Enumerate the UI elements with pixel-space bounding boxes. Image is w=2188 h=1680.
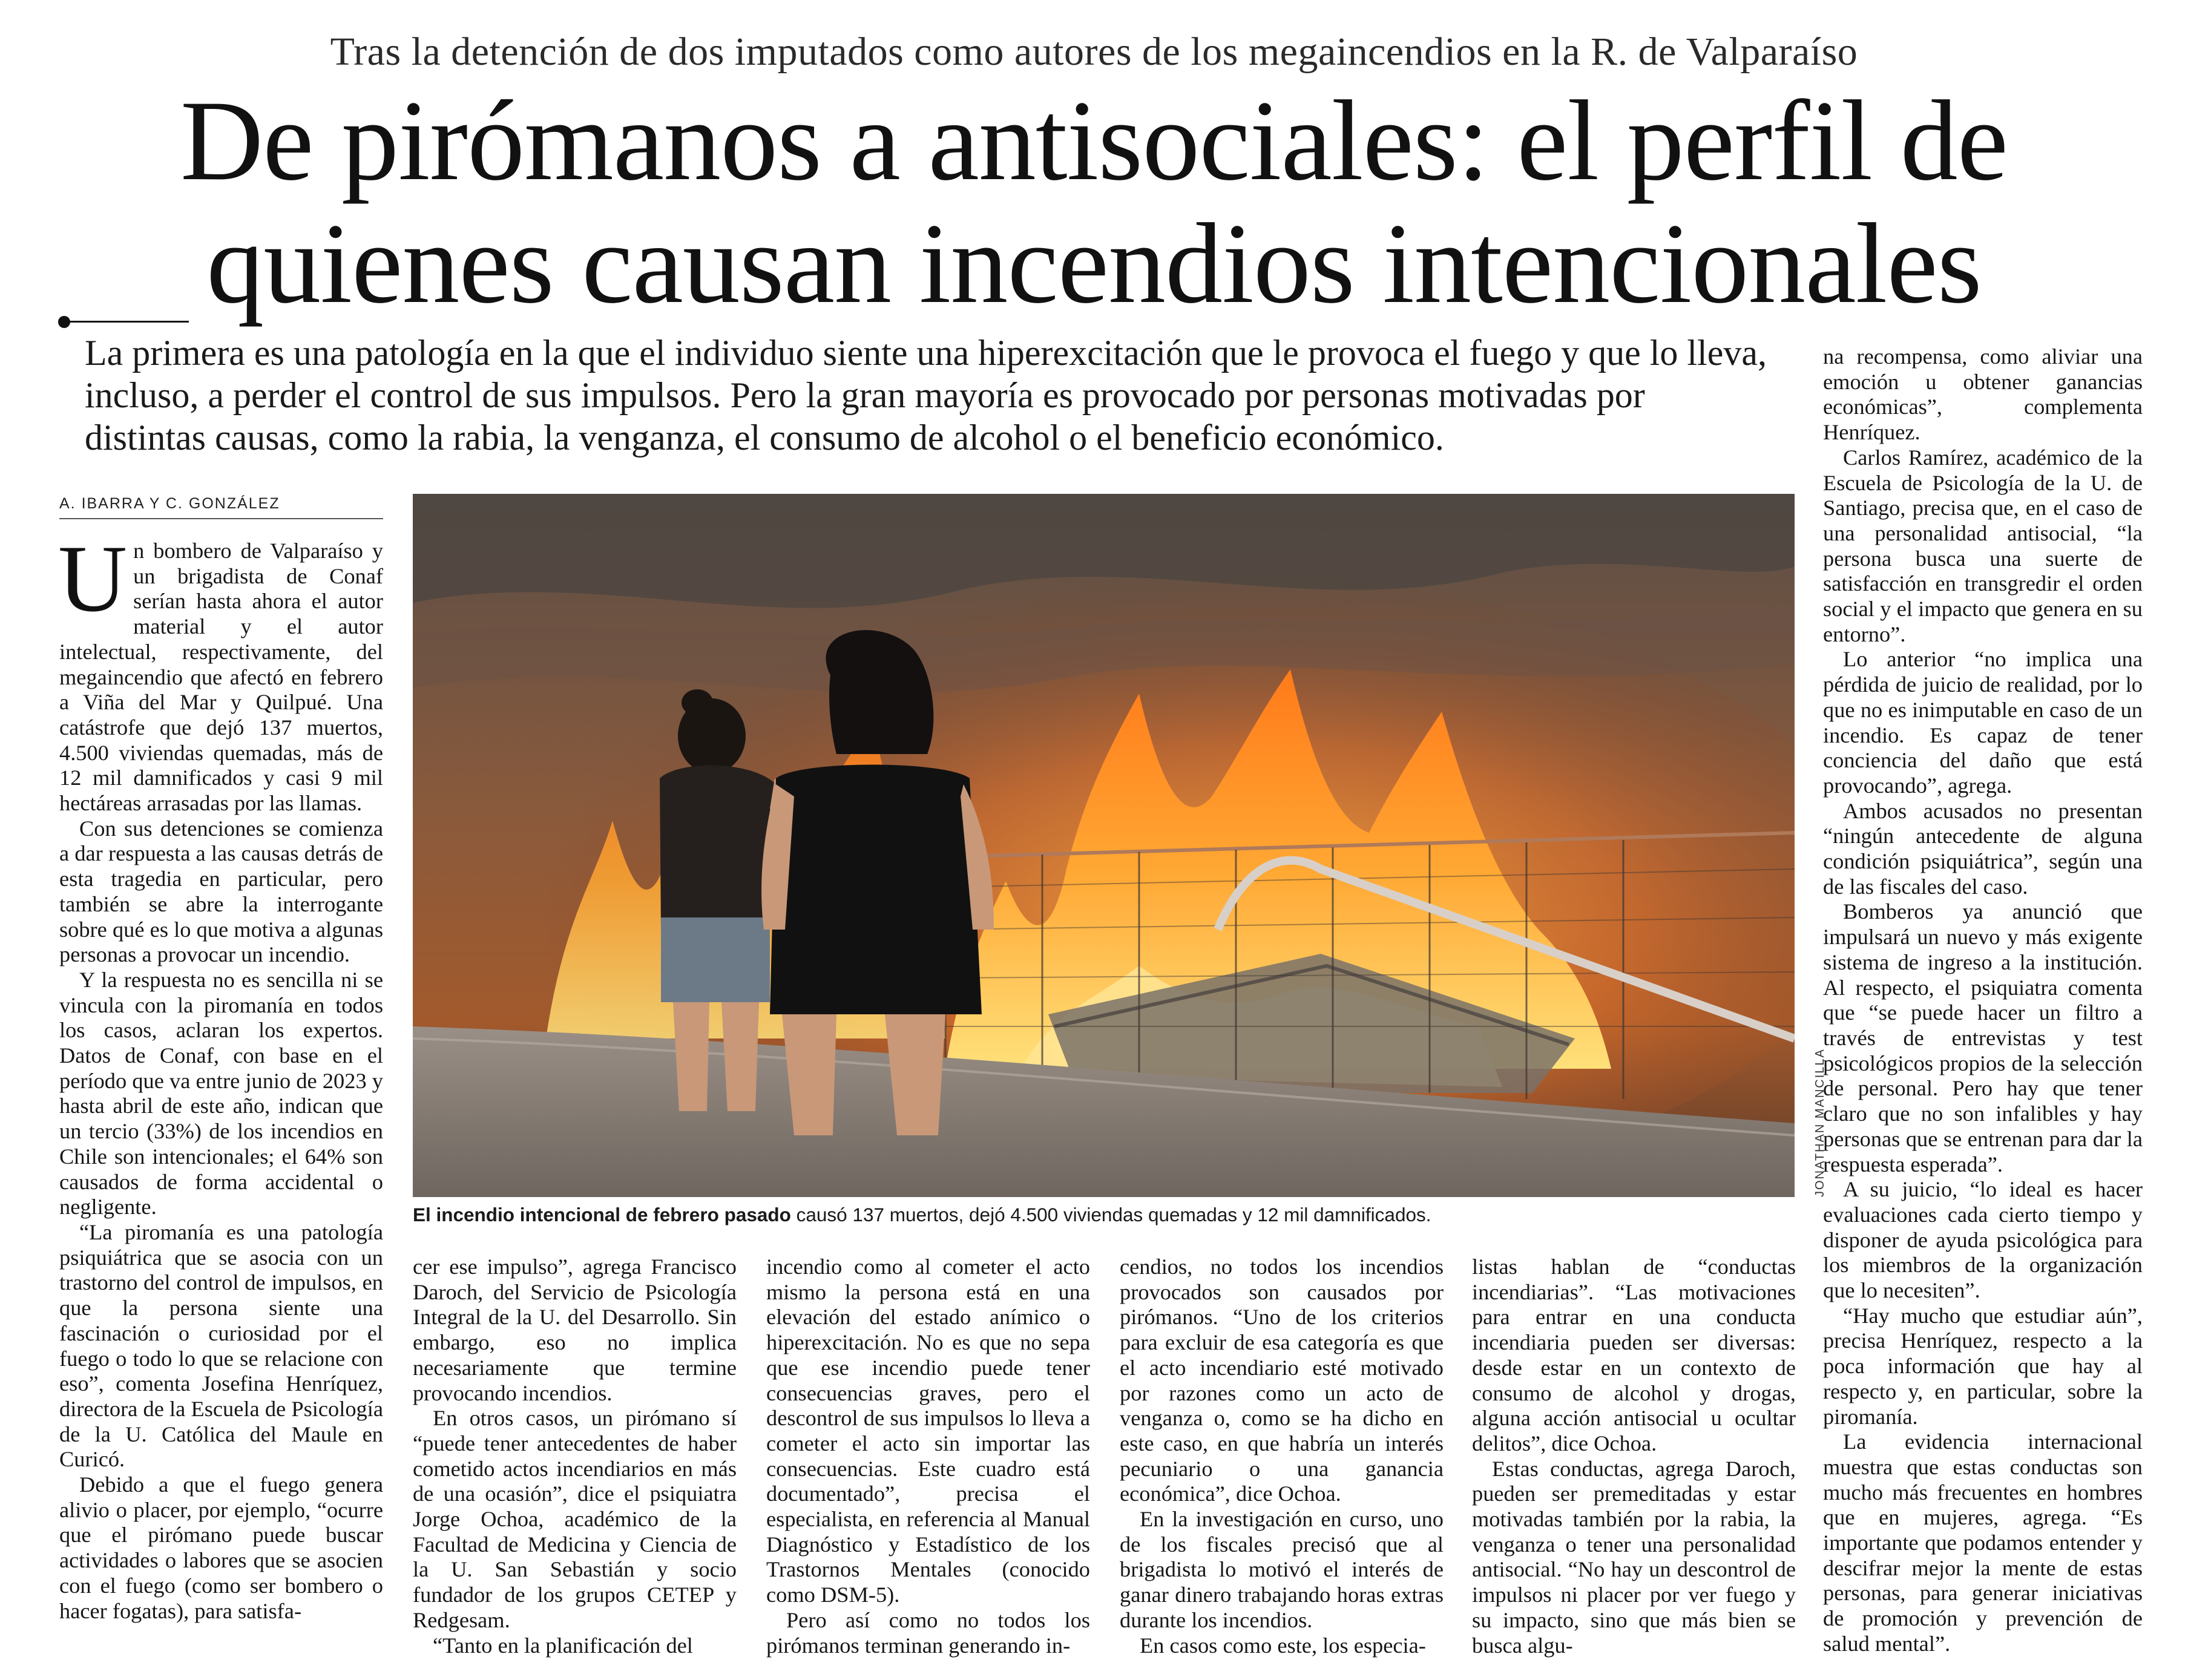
paragraph: “La piromanía es una patología psiquiátrica que se asocia con un trastorno del control de impulsos, en que la persona siente una fascinación o curiosidad por el fuego o todo lo que se relacione con eso”, comenta Josefina Henríquez, directora de la Escuela de Psicología de la U. Católica del Maule en Curicó.	[59, 1219, 383, 1472]
section-rule	[68, 321, 189, 323]
paragraph: listas hablan de “conductas incendiarias”. “Las motivaciones para entrar en una conducta incendiaria pueden ser diversas: desde estar en un contexto de consumo de alcohol y drogas, alguna acción antisocial u ocultar delitos”, dice Ochoa.	[1472, 1255, 1796, 1455]
lead-paragraph: La primera es una patología en la que el individuo siente una hiperexcitación que le provoca el fuego y que lo lleva, incluso, a perder el control de sus impulsos. Pero la gran mayoría es provocado por personas motivadas por distintas causas, como la rabia, la venganza, el consumo de alcohol o el beneficio económico.	[85, 333, 1767, 458]
caption-bold: El incendio intencional de febrero pasado	[413, 1204, 791, 1226]
headline-line-1: De pirómanos a antisociales: el perfil de	[180, 77, 2008, 205]
paragraph: “Tanto en la planificación del	[433, 1633, 693, 1658]
paragraph: En otros casos, un pirómano sí “puede tener antecedentes de haber cometido actos incendiarios en más de una ocasión”, dice el psiquiatra Jorge Ochoa, académico de la Facultad de Medicina y Ciencia de la U. San Sebastián y socio fundador de los grupos CETEP y Redgesam.	[413, 1406, 737, 1632]
kicker: Tras la detención de dos imputados como autores de los megaincendios en la R. de Valparaíso	[330, 30, 1858, 74]
paragraph: cer ese impulso”, agrega Francisco Daroch, del Servicio de Psicología Integral de la U. del Desarrollo. Sin embargo, eso no implica necesariamente que termine provocando incendios.	[413, 1255, 737, 1405]
paragraph: Debido a que el fuego genera alivio o placer, por ejemplo, “ocurre que el pirómano puede buscar actividades o labores que se asocien con el fuego (como ser bombero o hacer fogatas), para satisfa-	[59, 1472, 383, 1623]
photo-credit: JONATHAN MANCILLA	[1813, 1048, 1827, 1197]
paragraph	[58, 526, 383, 816]
drop-cap: U	[58, 526, 128, 632]
photo-caption	[413, 1203, 1799, 1227]
paragraph: “Hay mucho que estudiar aún”, precisa Henríquez, respecto a la poca información que hay al respecto y, en particular, sobre la piromanía.	[1823, 1303, 2143, 1429]
fire-photo	[413, 494, 1795, 1197]
paragraph: Y la respuesta no es sencilla ni se vincula con la piromanía en todos los casos, aclaran los expertos. Datos de Conaf, con base en el período que va entre junio de 2023 y hasta abril de este año, indican que un tercio (33%) de los incendios en Chile son intencionales; el 64% son causados de forma accidental o negligente.	[59, 967, 383, 1219]
paragraph: En casos como este, los especia-	[1140, 1633, 1426, 1658]
paragraph: En la investigación en curso, uno de los fiscales precisó que al brigadista lo motivó el interés de ganar dinero trabajando horas extras durante los incendios.	[1120, 1507, 1444, 1632]
byline: A. IBARRA Y C. GONZÁLEZ	[59, 495, 280, 512]
article-column-6	[1823, 344, 2143, 1657]
headline-line-2: quienes causan incendios intencionales	[206, 200, 1982, 327]
paragraph: Con sus detenciones se comienza a dar respuesta a las causas detrás de esta tragedia en particular, pero también se abre la interrogante sobre qué es lo que motiva a algunas personas a provocar un incendio.	[59, 816, 383, 967]
article-column-2	[413, 1255, 737, 1658]
fire-photo-illustration	[413, 494, 1795, 1197]
paragraph: na recompensa, como aliviar una emoción u obtener ganancias económicas”, complementa Henríquez.	[1823, 344, 2143, 445]
paragraph: Ambos acusados no presentan “ningún antecedente de alguna condición psiquiátrica”, según una de las fiscales del caso.	[1823, 798, 2143, 899]
paragraph: Lo anterior “no implica una pérdida de juicio de realidad, por lo que no es inimputable en caso de un incendio. Es capaz de tener conciencia del daño que está provocando”, agrega.	[1823, 647, 2143, 798]
paragraph: Pero así como no todos los pirómanos terminan generando in-	[766, 1607, 1090, 1658]
paragraph: La evidencia internacional muestra que estas conductas son mucho más frecuentes en hombres que en mujeres, agrega. “Es importante que podamos entender y descifrar mejor la mente de estas personas, para generar iniciativas de promoción y prevención de salud mental”.	[1823, 1429, 2143, 1656]
paragraph: Carlos Ramírez, académico de la Escuela de Psicología de la U. de Santiago, precisa que, en el caso de una personalidad antisocial, “la persona busca una suerte de satisfacción en transgredir el orden social y el impacto que genera en su entorno”.	[1823, 445, 2143, 646]
caption-text: causó 137 muertos, dejó 4.500 viviendas quemadas y 12 mil damnificados.	[790, 1204, 1431, 1226]
article-column-5	[1472, 1255, 1796, 1658]
byline-rule	[59, 518, 383, 519]
article-column-1	[58, 526, 383, 1624]
paragraph-text: n bombero de Valparaíso y un brigadista de Conaf serían hasta ahora el autor material y el autor intelectual, respectivamente, del megaincendio que afectó en febrero a Viña del Mar y Quilpué. Una catástrofe que dejó 137 muertos, 4.500 viviendas quemadas, más de 12 mil damnificados y casi 9 mil hectáreas arrasadas por las llamas.	[59, 539, 383, 816]
article-column-3	[766, 1255, 1090, 1658]
paragraph: Estas conductas, agrega Daroch, pueden ser premeditadas y estar motivadas también por la rabia, la venganza o tener una personalidad antisocial. “No hay un descontrol de impulsos ni placer por ver fuego y su impacto, sino que más bien se busca algu-	[1472, 1456, 1796, 1658]
paragraph: cendios, no todos los incendios provocados son causados por pirómanos. “Uno de los criterios para excluir de esa categoría es que el acto incendiario esté motivado por razones como un acto de venganza o, como se ha dicho en este caso, en que habría un interés pecuniario o una ganancia económica”, dice Ochoa.	[1120, 1255, 1444, 1506]
headline	[0, 77, 2188, 327]
paragraph: Bomberos ya anunció que impulsará un nuevo y más exigente sistema de ingreso a la institución. Al respecto, el psiquiatra comenta que “se puede hacer un filtro a través de entrevistas y test psicológicos propios de la selección de personal. Pero hay que tener claro que no son infalibles y hay personas que se entrenan para dar la respuesta esperada”.	[1823, 899, 2143, 1176]
paragraph: A su juicio, “lo ideal es hacer evaluaciones cada cierto tiempo y disponer de ayuda psicológica para los miembros de la organización que lo necesiten”.	[1823, 1177, 2143, 1303]
paragraph: incendio como al cometer el acto mismo la persona está en una elevación del estado anímico o hiperexcitación. No es que no sepa que ese incendio puede tener consecuencias graves, pero el descontrol de sus impulsos lo lleva a cometer el acto sin importar las consecuencias. Este cuadro está documentado”, precisa el especialista, en referencia al Manual Diagnóstico y Estadístico de los Trastornos Mentales (conocido como DSM-5).	[766, 1255, 1090, 1607]
article-column-4	[1120, 1255, 1444, 1658]
